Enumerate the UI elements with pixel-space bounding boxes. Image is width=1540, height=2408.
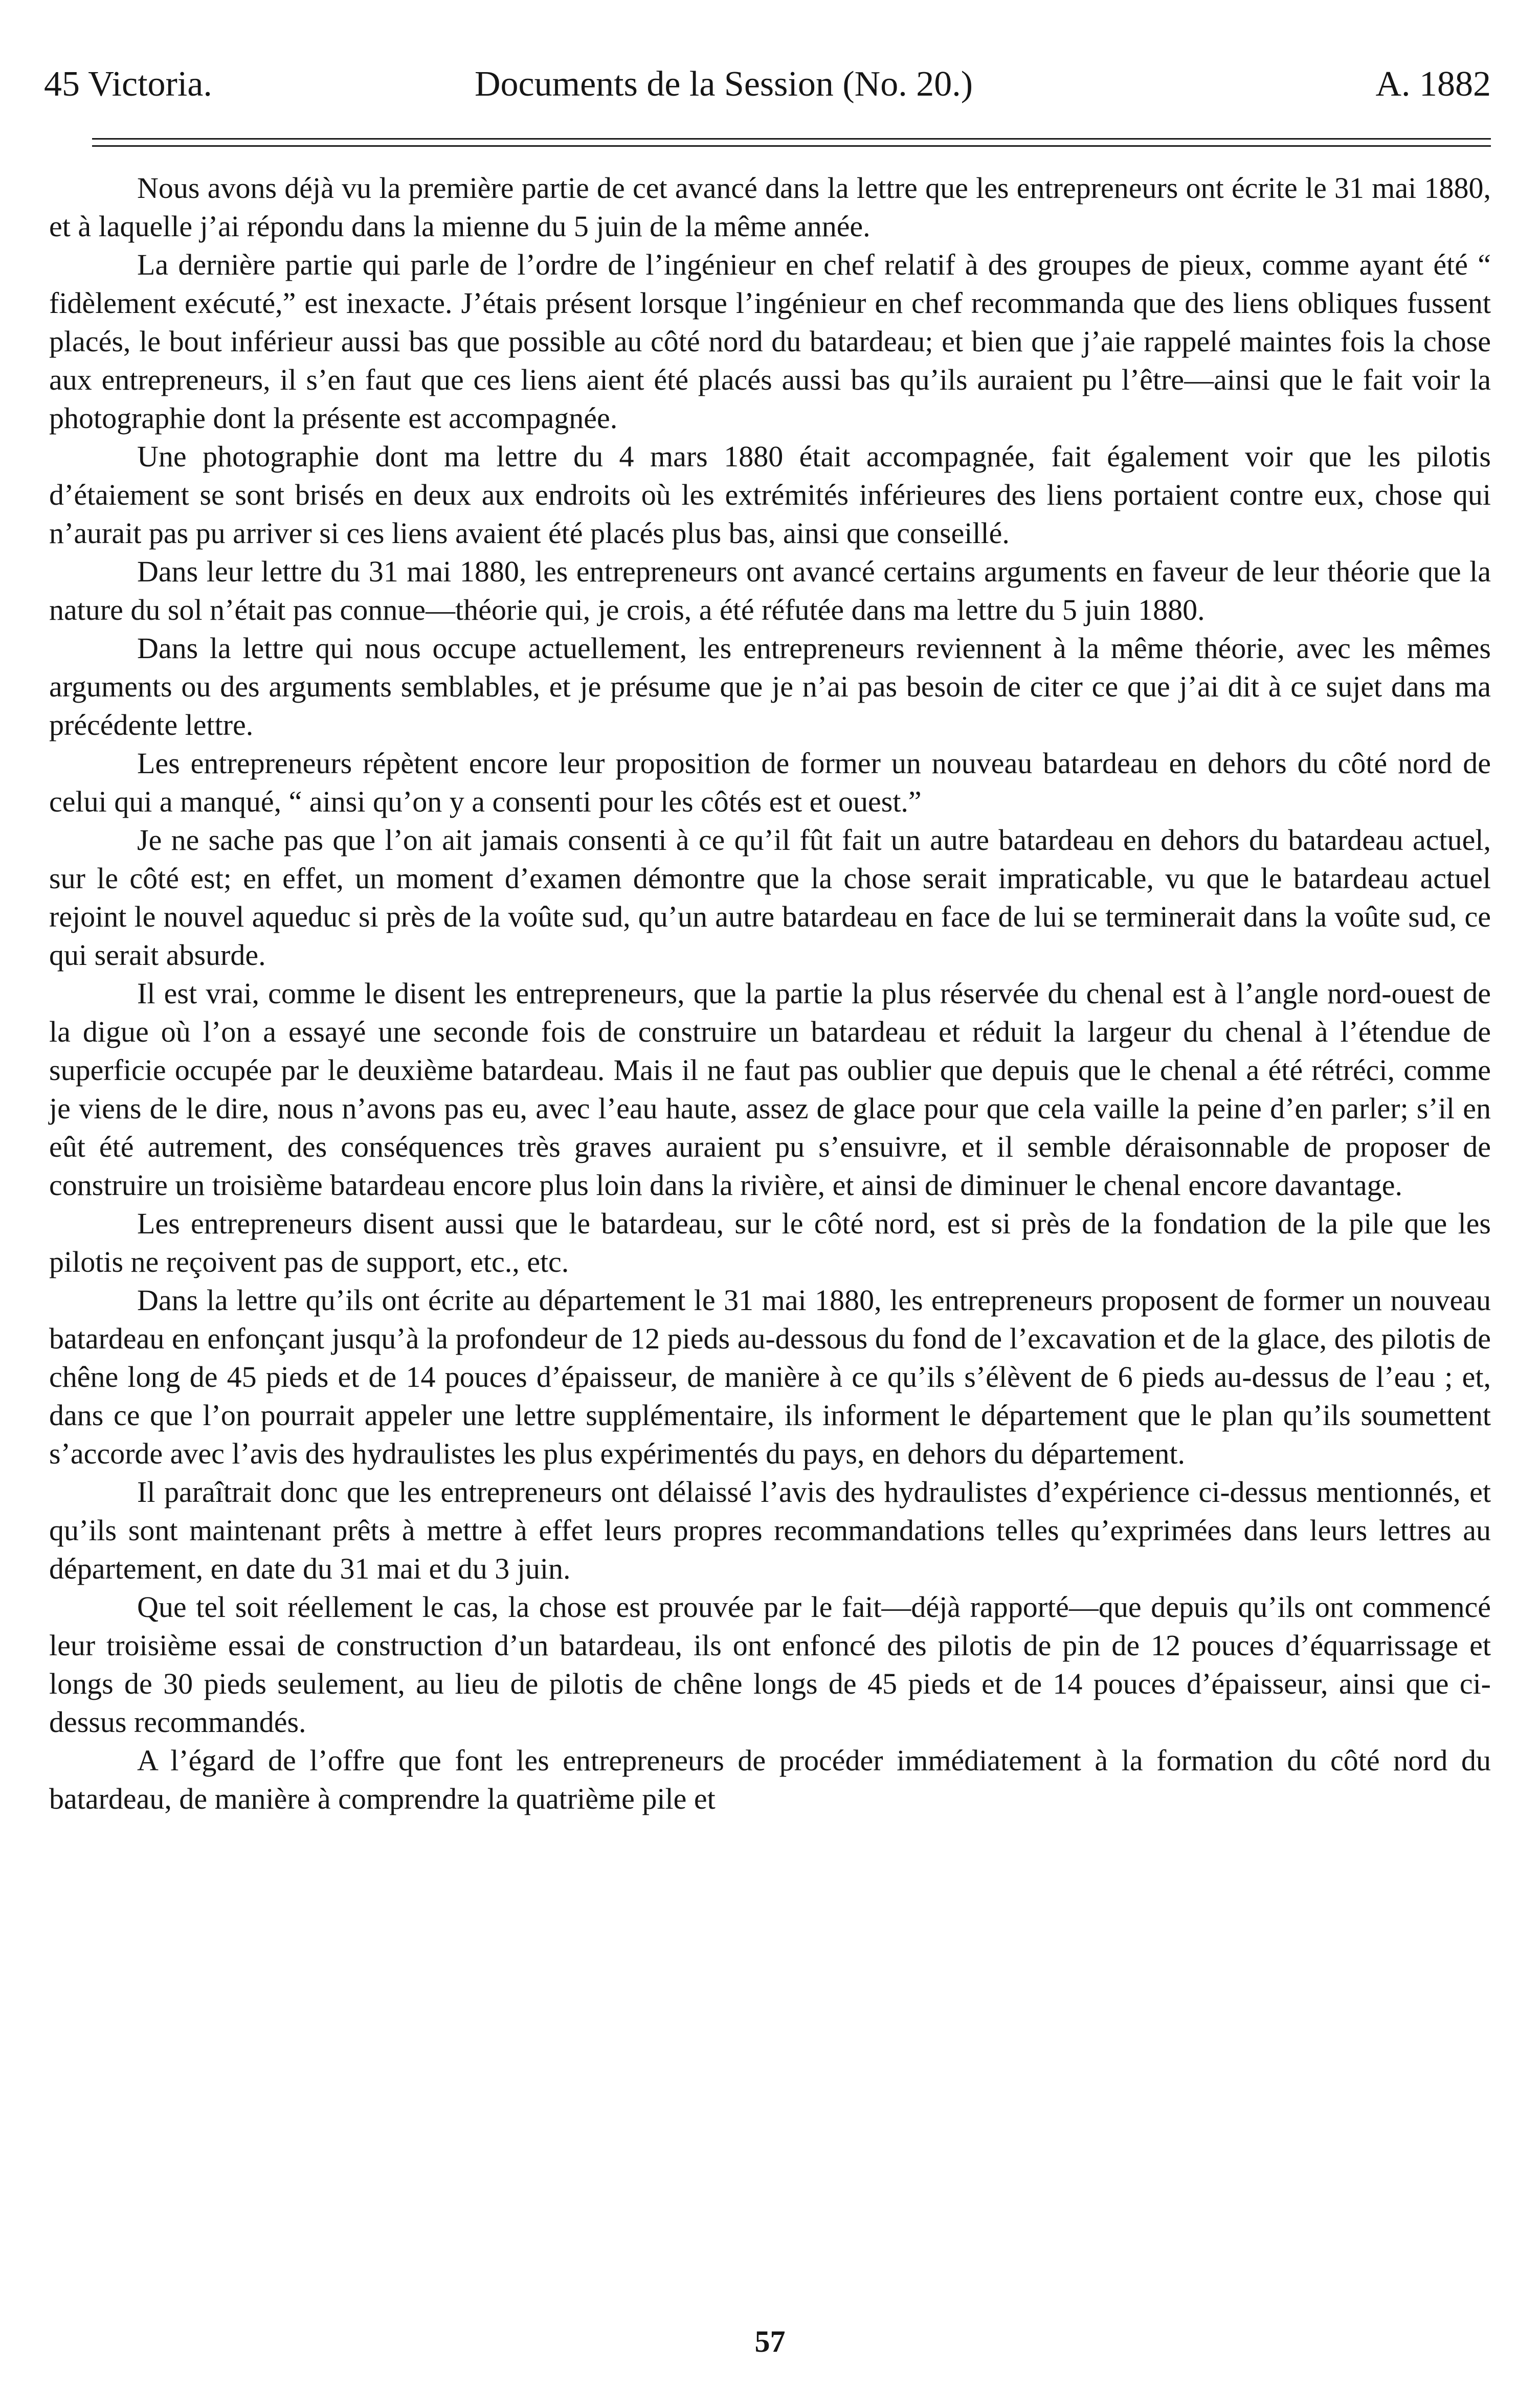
header-rule-bottom (92, 145, 1491, 147)
paragraph: Dans la lettre qui nous occupe actuellement, les entrepreneurs reviennent à la même théorie, avec les mêmes arguments ou des arguments semblables, et je présume que je n’ai pas besoin de citer ce que j’ai dit à ce sujet dans ma précédente lettre. (49, 632, 1491, 741)
paragraph: Les entrepreneurs disent aussi que le batardeau, sur le côté nord, est si près de la fondation de la pile que les pilotis ne reçoivent pas de support, etc., etc. (49, 1207, 1491, 1278)
page-number: 57 (754, 2325, 786, 2358)
paragraph: Que tel soit réellement le cas, la chose est prouvée par le fait—déjà rapporté—que depuis qu’ils ont commencé leur troisième essai de construction d’un batardeau, ils ont enfoncé des pilotis de pin de 12 pouces d’équarrissage et longs de 30 pieds seulement, au lieu de pilotis de chêne longs de 45 pieds et de 14 pouces d’épaisseur, ainsi que ci-dessus recommandés. (49, 1590, 1491, 1739)
paragraph: Nous avons déjà vu la première partie de cet avancé dans la lettre que les entrepreneurs ont écrite le 31 mai 1880, et à laquelle j’ai répondu dans la mienne du 5 juin de la même année. (49, 171, 1491, 243)
paragraph: Je ne sache pas que l’on ait jamais consenti à ce qu’il fût fait un autre batardeau en dehors du batardeau actuel, sur le côté est; en effet, un moment d’examen démontre que la chose serait impraticable, vu que le batardeau actuel rejoint le nouvel aqueduc si près de la voûte sud, qu’un autre batardeau en face de lui se terminerait dans la voûte sud, ce qui serait absurde. (49, 823, 1491, 972)
paragraph: La dernière partie qui parle de l’ordre de l’ingénieur en chef relatif à des groupes de pieux, comme ayant été “ fidèlement exécuté,” est inexacte. J’étais présent lorsque l’ingénieur en chef recommanda que des liens obliques fussent placés, le bout inférieur aussi bas que possible au côté nord du batardeau; et bien que j’aie rappelé maintes fois la chose aux entrepreneurs, il s’en faut que ces liens aient été placés aussi bas qu’ils auraient pu l’être—ainsi que le fait voir la photographie dont la présente est accompagnée. (49, 248, 1491, 435)
header-session-year: 45 Victoria. (44, 64, 212, 104)
header-document-title: Documents de la Session (No. 20.) (475, 64, 973, 104)
paragraph: Les entrepreneurs répètent encore leur proposition de former un nouveau batardeau en dehors du côté nord de celui qui a manqué, “ ainsi qu’on y a consenti pour les côtés est et ouest.” (49, 747, 1491, 818)
paragraph: A l’égard de l’offre que font les entrepreneurs de procéder immédiatement à la formation du côté nord du batardeau, de manière à comprendre la quatrième pile et (49, 1744, 1491, 1815)
body-text (49, 169, 1491, 1818)
paragraph: Une photographie dont ma lettre du 4 mars 1880 était accompagnée, fait également voir que les pilotis d’étaiement se sont brisés en deux aux endroits où les extrémités inférieures des liens portaient contre eux, chose qui n’aurait pas pu arriver si ces liens avaient été placés plus bas, ainsi que conseillé. (49, 440, 1491, 550)
paragraph: Dans la lettre qu’ils ont écrite au département le 31 mai 1880, les entrepreneurs proposent de former un nouveau batardeau en enfonçant jusqu’à la profondeur de 12 pieds au-dessous du fond de l’excavation et de la glace, des pilotis de chêne long de 45 pieds et de 14 pouces d’épaisseur, de manière à ce qu’ils s’élèvent de 6 pieds au-dessus de l’eau ; et, dans ce que l’on pourrait appeler une lettre supplémentaire, ils informent le département que le plan qu’ils soumettent s’accorde avec l’avis des hydraulistes les plus expérimentés du pays, en dehors du département. (49, 1284, 1491, 1470)
paragraph: Dans leur lettre du 31 mai 1880, les entrepreneurs ont avancé certains arguments en faveur de leur théorie que la nature du sol n’était pas connue—théorie qui, je crois, a été réfutée dans ma lettre du 5 juin 1880. (49, 555, 1491, 626)
paragraph: Il est vrai, comme le disent les entrepreneurs, que la partie la plus réservée du chenal est à l’angle nord-ouest de la digue où l’on a essayé une seconde fois de construire un batardeau et réduit la largeur du chenal à l’étendue de superficie occupée par le deuxième batardeau. Mais il ne faut pas oublier que depuis que le chenal a été rétréci, comme je viens de le dire, nous n’avons pas eu, avec l’eau haute, assez de glace pour que cela vaille la peine d’en parler; s’il en eût été autrement, des conséquences très graves auraient pu s’ensuivre, et il semble déraisonnable de proposer de construire un troisième batardeau encore plus loin dans la rivière, et ainsi de diminuer le chenal encore davantage. (49, 977, 1491, 1202)
header-rule-top (92, 138, 1491, 140)
running-header (44, 56, 1491, 112)
paragraph: Il paraîtrait donc que les entrepreneurs ont délaissé l’avis des hydraulistes d’expérience ci-dessus mentionnés, et qu’ils sont maintenant prêts à mettre à effet leurs propres recommandations telles qu’exprimées dans leurs lettres au département, en date du 31 mai et du 3 juin. (49, 1475, 1491, 1585)
header-series-year: A. 1882 (1375, 64, 1491, 104)
